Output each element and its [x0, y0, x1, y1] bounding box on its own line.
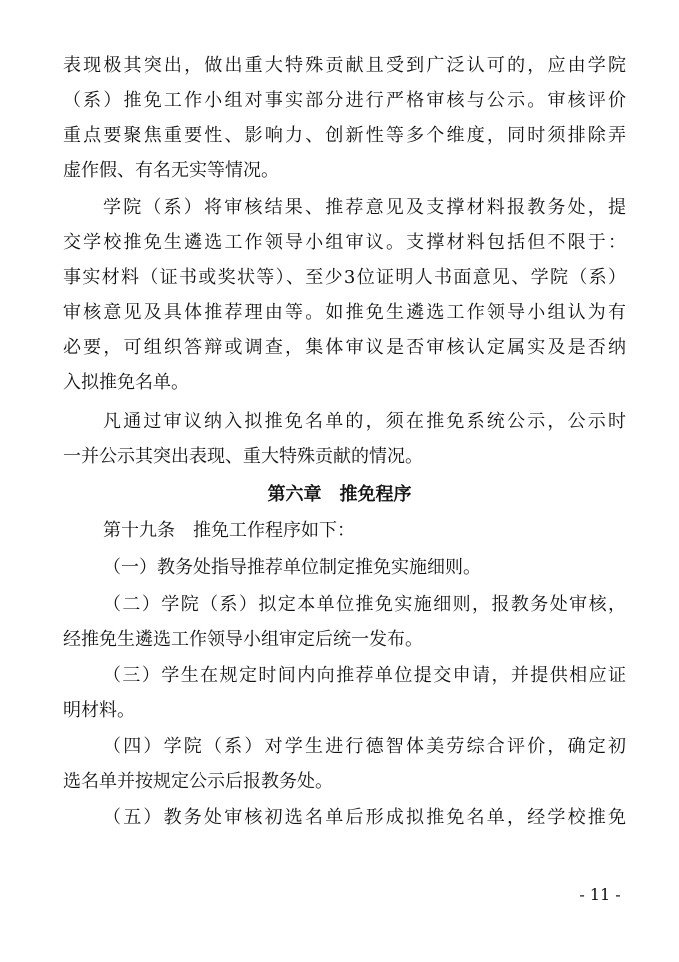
text-line: 凡通过审议纳入拟推免名单的，须在推免系统公示，公示时 [103, 411, 626, 432]
text-line: 虚作假、有名无实等情况。 [63, 160, 279, 181]
text-line: 经推免生遴选工作领导小组审定后统一发布。 [63, 629, 423, 650]
text-line: 明材料。 [63, 700, 135, 721]
text-line: 必要，可组织答辩或调查，集体审议是否审核认定属实及是否纳 [63, 337, 626, 358]
text-line: 重点要聚焦重要性、影响力、创新性等多个维度，同时须排除弄 [63, 125, 626, 146]
text-line: 交学校推免生遴选工作领导小组审议。支撑材料包括但不限于： [63, 232, 626, 253]
list-item: （三）学生在规定时间内向推荐单位提交申请，并提供相应证 [103, 665, 626, 686]
text-line: 表现极其突出，做出重大特殊贡献且受到广泛认可的，应由学院 [63, 55, 626, 76]
list-item: （一）教务处指导推荐单位制定推免实施细则。 [103, 557, 481, 578]
text-line: 入拟推免名单。 [63, 372, 189, 393]
text-line: 事实材料（证书或奖状等）、至少3位证明人书面意见、学院（系） [63, 267, 626, 288]
list-item: （二）学院（系）拟定本单位推免实施细则，报教务处审核， [103, 594, 626, 615]
page-number: - 11 - [579, 885, 621, 904]
text-line: 审核意见及具体推荐理由等。如推免生遴选工作领导小组认为有 [63, 302, 626, 323]
list-item: （五）教务处审核初选名单后形成拟推免名单，经学校推免 [103, 807, 626, 828]
text-line: 选名单并按规定公示后报教务处。 [63, 771, 333, 792]
article-line: 第十九条 推免工作程序如下： [103, 520, 355, 541]
list-item: （四）学院（系）对学生进行德智体美劳综合评价，确定初 [103, 736, 626, 757]
text-line: 一并公示其突出表现、重大特殊贡献的情况。 [63, 446, 423, 467]
chapter-heading: 第六章 推免程序 [267, 484, 412, 505]
text-line: （系）推免工作小组对事实部分进行严格审核与公示。审核评价 [63, 90, 626, 111]
text-line: 学院（系）将审核结果、推荐意见及支撑材料报教务处，提 [103, 197, 626, 218]
